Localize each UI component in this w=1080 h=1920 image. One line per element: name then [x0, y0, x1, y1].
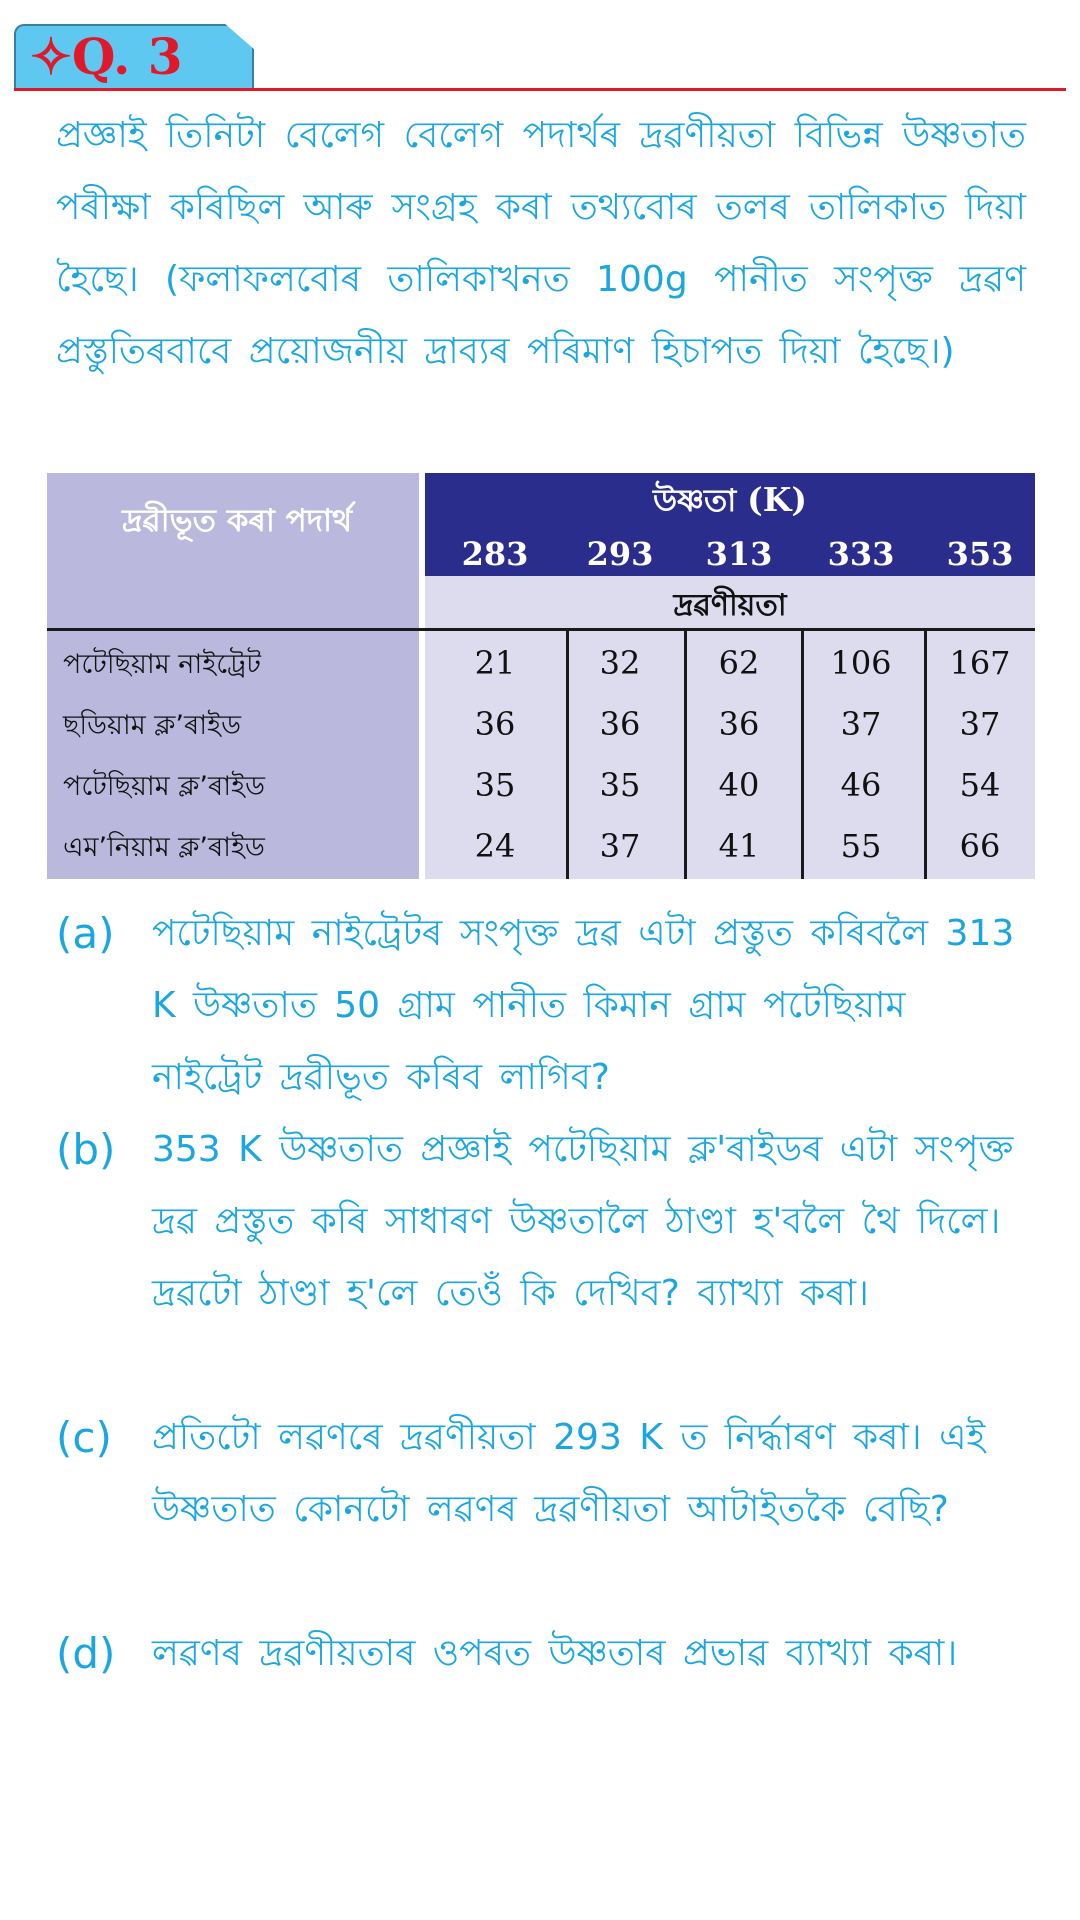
question-text: প্ৰতিটো লৱণৰে দ্ৰৱণীয়তা 293 K ত নিৰ্দ্ধাৰণ কৰা। এই উষ্ণতাত কোনটো লৱণৰ দ্ৰৱণীয়তা আটাইতকৈ বেছি? — [152, 1417, 986, 1530]
solubility-table — [47, 473, 1035, 879]
table-cell: 21 — [474, 644, 516, 682]
row-label: পটেছিয়াম নাইট্ৰেট — [63, 649, 262, 680]
table-cell: 41 — [718, 827, 760, 865]
question-text: পটেছিয়াম নাইট্ৰেটৰ সংপৃক্ত দ্ৰৱ এটা প্ৰস্তুত কৰিবলৈ 313 K উষ্ণতাত 50 গ্ৰাম পানীত কিমান গ্ৰাম পটেছিয়াম নাইট্ৰেট দ্ৰৱীভূত কৰিব লাগিব? — [152, 913, 1015, 1098]
table-cell: 24 — [474, 827, 516, 865]
table-cell: 46 — [840, 766, 882, 804]
table-cell: 55 — [840, 827, 882, 865]
intro-paragraph: প্ৰজ্ঞাই তিনিটা বেলেগ বেলেগ পদাৰ্থৰ দ্ৰৱণীয়তা বিভিন্ন উষ্ণতাত পৰীক্ষা কৰিছিল আৰু সংগ্ৰহ কৰা তথ্যবোৰ তলৰ তালিকাত দিয়া হৈছে। (ফলাফলবোৰ তালিকাখনত 100g পানীত সংপৃক্ত দ্ৰৱণ প্ৰস্তুতিৰবাবে প্ৰয়োজনীয় দ্ৰাব্যৰ পৰিমাণ হিচাপত দিয়া হৈছে।) — [56, 115, 1026, 372]
row-label: পটেছিয়াম ক্ল’ৰাইড — [63, 771, 265, 802]
table-cell: 167 — [949, 644, 1011, 682]
table-cell: 62 — [718, 644, 760, 682]
table-cell: 32 — [599, 644, 641, 682]
table-cell: 37 — [959, 705, 1001, 743]
table-cell: 35 — [474, 766, 516, 804]
row-label: ছডিয়াম ক্ল’ৰাইড — [63, 710, 241, 741]
table-cell: 66 — [959, 827, 1001, 865]
temperature-value: 283 — [461, 535, 529, 573]
table-cell: 37 — [599, 827, 641, 865]
table-cell: 35 — [599, 766, 641, 804]
temperature-header-label: উষ্ণতা — [652, 483, 737, 519]
question-label: (c) — [56, 1413, 112, 1462]
question-text: 353 K উষ্ণতাত প্ৰজ্ঞাই পটেছিয়াম ক্ল'ৰাইডৰ এটা সংপৃক্ত দ্ৰৱ প্ৰস্তুত কৰি সাধাৰণ উষ্ণতালৈ ঠাণ্ডা হ'বলৈ থৈ দিলে। দ্ৰৱটো ঠাণ্ডা হ'লে তেওঁ কি দেখিব? ব্যাখ্যা কৰা। — [152, 1129, 1014, 1314]
question-number: ✧Q. 3 — [30, 27, 183, 86]
temperature-unit: (K) — [747, 480, 808, 519]
temperature-header — [425, 477, 1035, 529]
column-divider — [801, 631, 804, 879]
table-cell: 36 — [474, 705, 516, 743]
temperature-value: 353 — [946, 535, 1014, 573]
temperature-value: 293 — [586, 535, 654, 573]
table-cell: 36 — [599, 705, 641, 743]
header-rule — [14, 88, 1066, 91]
temperature-value: 333 — [827, 535, 895, 573]
table-cell: 40 — [718, 766, 760, 804]
solubility-label: দ্ৰৱণীয়তা — [673, 588, 787, 623]
question-label: (d) — [56, 1629, 116, 1678]
temperature-value: 313 — [705, 535, 773, 573]
table-cell: 37 — [840, 705, 882, 743]
question-text: লৱণৰ দ্ৰৱণীয়তাৰ ওপৰত উষ্ণতাৰ প্ৰভাৱ ব্যাখ্যা কৰা। — [152, 1633, 958, 1674]
table-cell: 36 — [718, 705, 760, 743]
question-label: (a) — [56, 909, 115, 958]
table-cell: 106 — [830, 644, 892, 682]
solute-header: দ্ৰৱীভূত কৰা পদাৰ্থ — [121, 503, 353, 539]
row-label: এম’নিয়াম ক্ল’ৰাইড — [63, 832, 265, 863]
table-cell: 54 — [959, 766, 1001, 804]
question-label: (b) — [56, 1125, 116, 1174]
